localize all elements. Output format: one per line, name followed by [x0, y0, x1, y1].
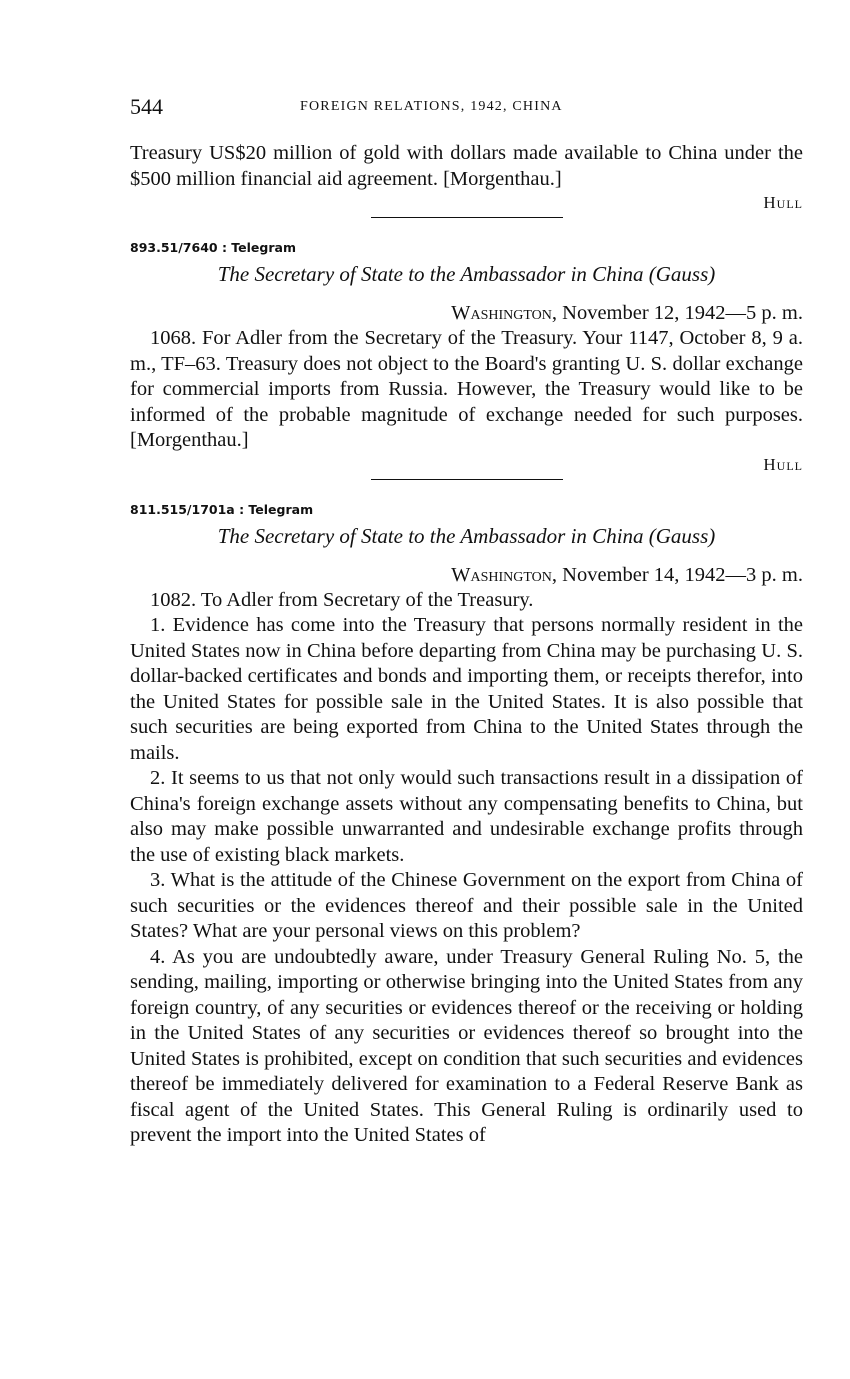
telegram-body: 1068. For Adler from the Secretary of the Treasury. Your 1147, October 8, 9 a. m., TF–63. Treasury does not object to the Board's granting U. S. dollar exchange for commercial imports from Russia. However, the Treasury would like to be informed of the probable magnitude of exchange needed for such purposes. [Morgenthau.]: [130, 327, 803, 451]
telegram-paragraph: 4. As you are undoubtedly aware, under Treasury General Ruling No. 5, the sending, mailing, importing or otherwise bringing into the United States from any foreign country, of any securities or evidences thereof or the receiving or holding in the United States of any securities or evidences thereof so brought into the United States is prohibited, except on condition that such securities and evidences thereof be immediately delivered for examination to a Federal Reserve Bank as fiscal agent of the United States. This General Ruling is ordinarily used to prevent the import into the United States of: [130, 945, 803, 1146]
dateline-date: November 12, 1942—5 p. m.: [557, 302, 803, 324]
section-divider: [371, 479, 563, 480]
signature: Hull: [763, 193, 803, 212]
dateline: [130, 301, 803, 326]
file-reference: 893.51/7640 : Telegram: [130, 240, 296, 255]
dateline-date: November 14, 1942—3 p. m.: [557, 563, 803, 586]
telegram-paragraph: 1082. To Adler from Secretary of the Treasury.: [150, 588, 534, 611]
telegram-paragraph: 1. Evidence has come into the Treasury that persons normally resident in the United States now in China before departing from China may be purchasing U. S. dollar-backed certificates and bonds and importing them, or receipts therefor, into the United States for possible sale in the United States. It is also possible that such securities are being exported from China to the United States through the mails.: [130, 614, 803, 764]
document-title: The Secretary of State to the Ambassador in China (Gauss): [217, 262, 716, 286]
dateline-place: Washington,: [451, 302, 558, 324]
signature: Hull: [763, 454, 803, 474]
telegram-paragraph: 2. It seems to us that not only would such transactions result in a dissipation of China's foreign exchange assets without any compensating benefits to China, but also may make possible unwarranted and undesirable exchange profits through the use of existing black markets.: [130, 767, 803, 866]
page-header: [130, 94, 803, 124]
dateline: [130, 563, 803, 588]
telegram-paragraph: 3. What is the attitude of the Chinese Government on the export from China of such securities or the evidences thereof and their possible sale in the United States? What are your personal views on this problem?: [130, 869, 803, 942]
page-number: 544: [130, 94, 163, 119]
document-page: [130, 94, 803, 1149]
dateline-place: Washington,: [451, 563, 558, 586]
file-reference: 811.515/1701a : Telegram: [130, 501, 314, 517]
running-title: FOREIGN RELATIONS, 1942, CHINA: [300, 99, 563, 114]
document-title: The Secretary of State to the Ambassador in China (Gauss): [217, 523, 716, 548]
continuation-text: Treasury US$20 million of gold with dollars made available to China under the $500 million financial aid agreement. [Morgenthau.]: [130, 142, 803, 190]
section-divider: [371, 217, 563, 218]
